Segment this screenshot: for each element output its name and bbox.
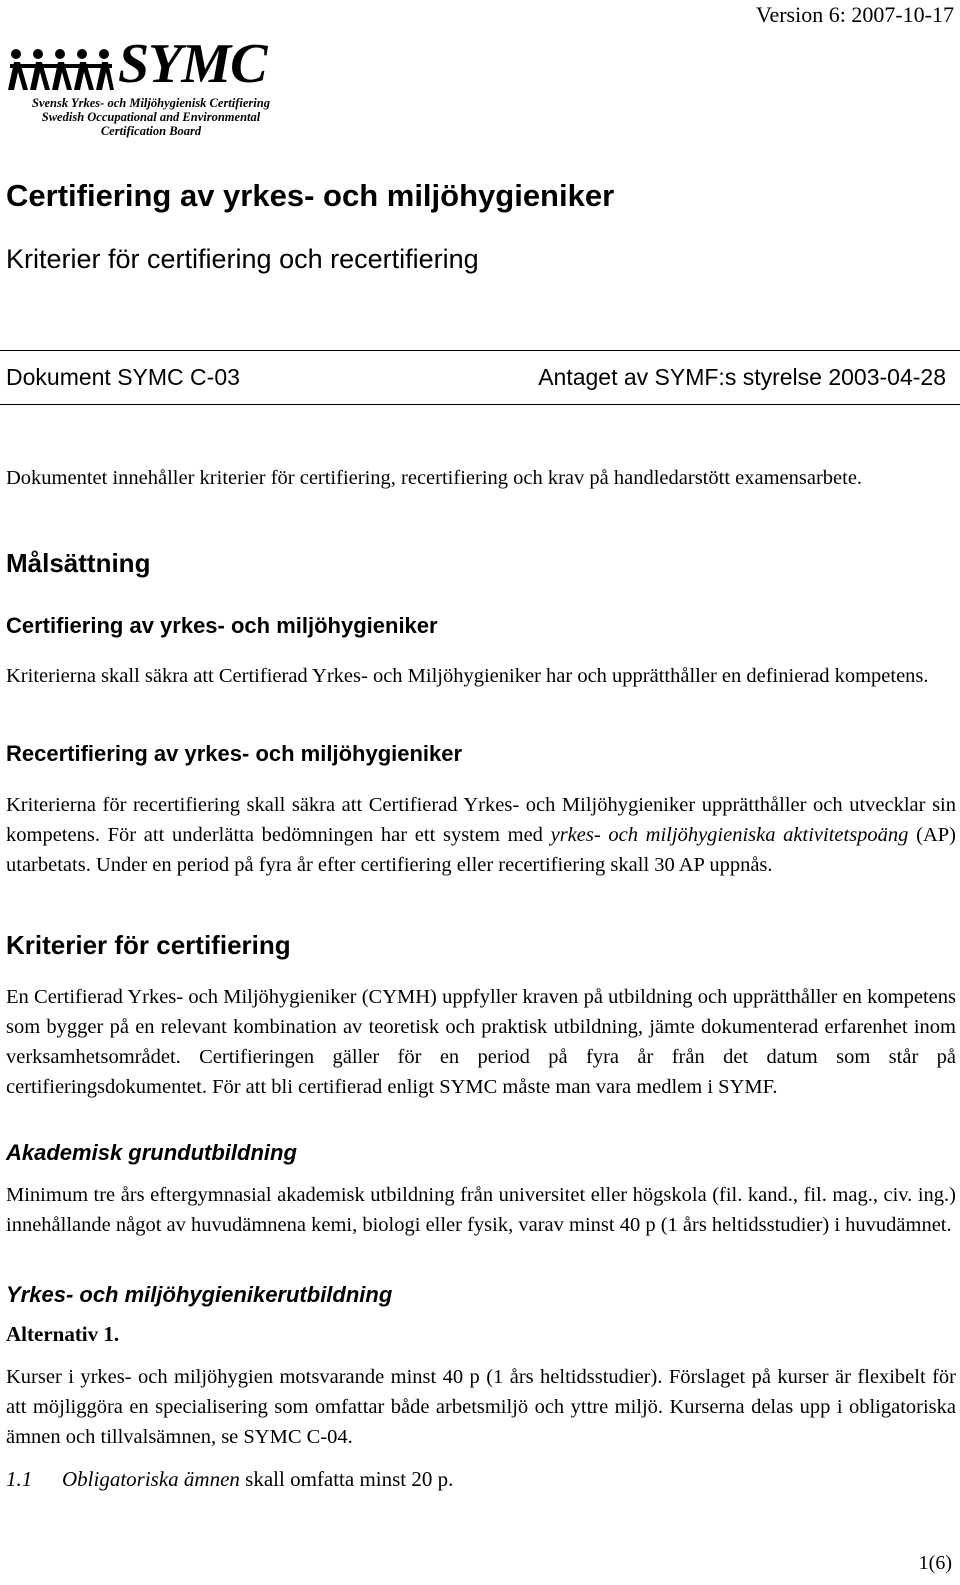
item-text: skall omfatta minst 20 p. [239,1467,454,1491]
paragraph-akademisk: Minimum tre års eftergymnasial akademisk utbildning från universitet eller högskola (fil. kand., fil. mag., civ. ing.) innehållande något av huvudämnena kemi, biologi eller fysik, varav minst 40 p (1 års heltidsstudier) i huvudämnet. [6,1184,956,1236]
adoption-note: Antaget av SYMF:s styrelse 2003-04-28 [538,364,946,390]
section-heading-malsattning: Målsättning [6,548,151,578]
numbered-item [6,1467,453,1492]
version-label: Version 6: 2007-10-17 [756,2,954,27]
subheading-certifiering: Certifiering av yrkes- och miljöhygieniker [6,613,438,638]
divider [0,350,960,351]
page-number: 1(6) [918,1552,952,1574]
emphasis-term: yrkes- och miljöhygieniska aktivitetspoäng [550,824,909,846]
divider [0,404,960,405]
people-chain-icon [6,46,116,92]
symc-logo [6,33,296,140]
document-title: Certifiering av yrkes- och miljöhygieniker [6,178,615,213]
paragraph-certifiering: Kriterierna skall säkra att Certifierad Yrkes- och Miljöhygieniker har och upprätthåller en definierad kompetens. [6,665,929,687]
subheading-akademisk: Akademisk grundutbildning [6,1140,297,1165]
logo-subtitle-line: Certification Board [100,124,202,138]
paragraph-alternativ-1: Kurser i yrkes- och miljöhygien motsvarande minst 40 p (1 års heltidsstudier). Förslaget på kurser är flexibelt för att möjliggöra en specialisering som omfattar både arbetsmiljö och yttre miljö. Kurserna delas upp i obligatoriska ämnen och tillvalsämnen, se SYMC C-04. [6,1366,956,1448]
paragraph-kriterier: En Certifierad Yrkes- och Miljöhygieniker (CYMH) uppfyller kraven på utbildning och upprätthåller en kompetens som bygger på en relevant kombination av teoretisk och praktisk utbildning, jämte dokumenterad erfarenhet inom verksamhetsområdet. Certifieringen gäller för en period på fyra år från det datum som står på certifieringsdokumentet. För att bli certifierad enligt SYMC måste man vara medlem i SYMF. [6,986,956,1098]
logo-subtitle-line: Svensk Yrkes- och Miljöhygienisk Certifiering [32,96,270,110]
document-subtitle: Kriterier för certifiering och recertifiering [6,244,479,274]
paragraph-recertifiering [6,790,956,880]
alternative-heading: Alternativ 1. [6,1322,120,1346]
paragraph-text: Kriterierna för recertifiering skall säkra att Certifierad Yrkes- och Miljöhygieniker upprätthåller och utvecklar sin kompetens. För att underlätta bedömningen har ett system med [6,794,956,846]
item-number: 1.1 [6,1467,33,1491]
item-term: Obligatoriska ämnen [62,1467,240,1491]
subheading-recertifiering: Recertifiering av yrkes- och miljöhygieniker [6,741,463,766]
document-id: Dokument SYMC C-03 [6,364,240,390]
intro-paragraph: Dokumentet innehåller kriterier för certifiering, recertifiering och krav på handledarstött examensarbete. [6,467,863,489]
logo-wordmark: SYMC [118,33,267,95]
logo-subtitle-line: Swedish Occupational and Environmental [41,110,261,124]
subheading-yrkesutbildning: Yrkes- och miljöhygienikerutbildning [6,1282,393,1307]
section-heading-kriterier: Kriterier för certifiering [6,930,291,960]
paragraph-text: (AP) utarbetats. Under en period på fyra år efter certifiering eller recertifiering skall 30 AP uppnås. [6,824,956,876]
